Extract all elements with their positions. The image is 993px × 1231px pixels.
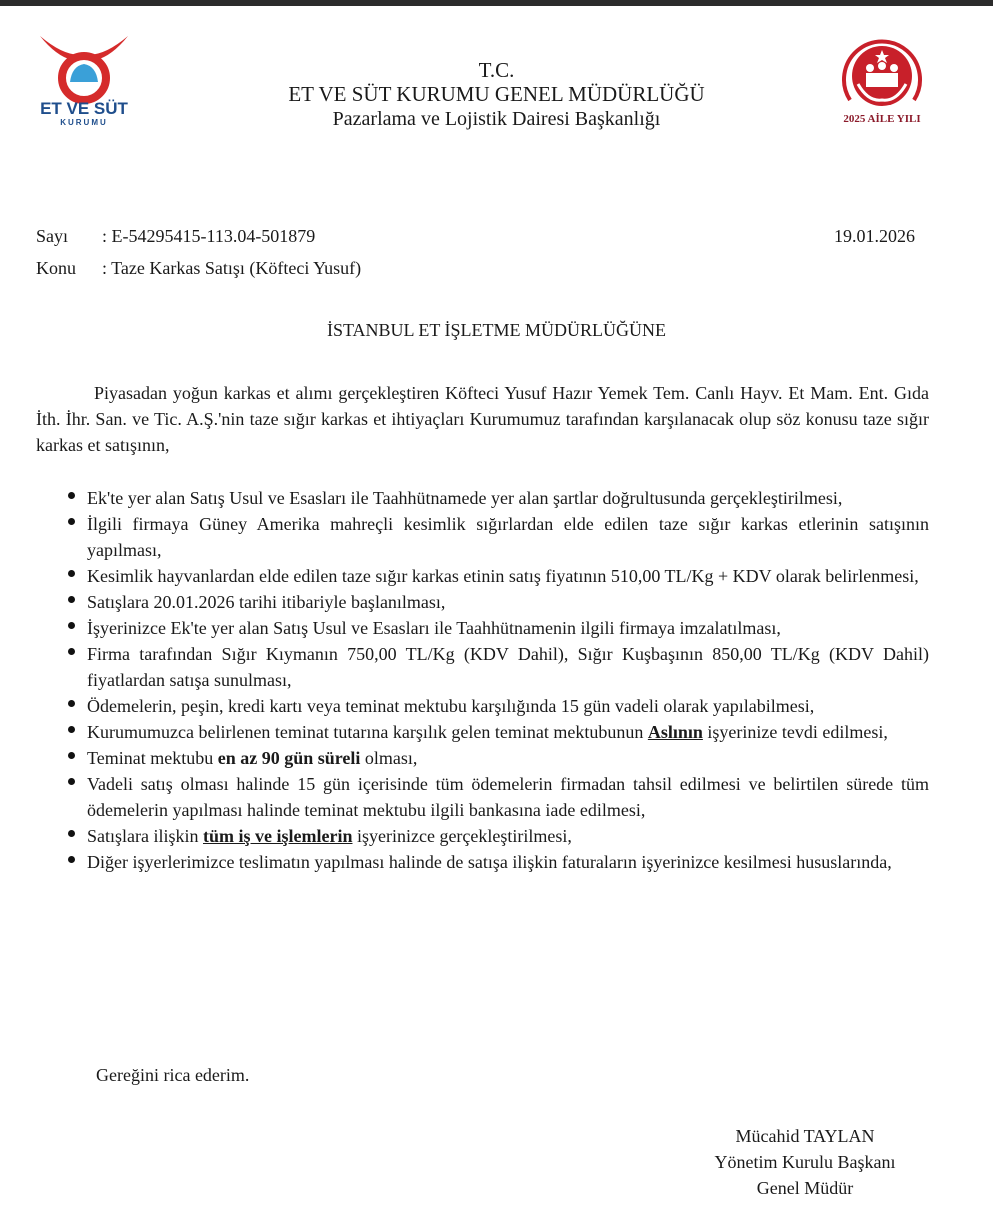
list-item xyxy=(66,719,929,745)
signatory-title-2: Genel Müdür xyxy=(756,1178,854,1198)
sayi-row xyxy=(36,226,315,247)
list-item xyxy=(66,641,929,693)
intro-paragraph: Piyasadan yoğun karkas et alımı gerçekleştiren Köfteci Yusuf Hazır Yemek Tem. Canlı Hayv. Et Mam. Ent. Gıda İth. İhr. San. ve Tic. A.Ş.'nin taze sığır karkas et ihtiyaçları Kurumumuz tarafından karşılanacak olup söz konusu taze sığır karkas et satışının, xyxy=(36,383,929,455)
list-item-text: Vadeli satış olması halinde 15 gün içerisinde tüm ödemelerin firmadan tahsil edilmesi ve belirtilen sürede tüm ödemelerin yapılması halinde teminat mektubu ilgili bankasına iade edilmesi, xyxy=(87,774,929,820)
aile-yili-logo-icon xyxy=(832,30,932,126)
list-item xyxy=(66,745,929,771)
conditions-list xyxy=(66,485,929,875)
logo-left-sub-text: KURUMU xyxy=(60,118,108,126)
list-item xyxy=(66,563,929,589)
list-item-text: Teminat mektubu xyxy=(87,748,218,768)
emphasis-text: Aslının xyxy=(647,722,703,742)
header-tc: T.C. xyxy=(478,58,515,82)
list-item-text: İlgili firmaya Güney Amerika mahreçli kesimlik sığırlardan elde edilen taze sığır karkas etlerinin satışının yapılması, xyxy=(87,514,929,560)
et-ve-sut-logo xyxy=(36,30,132,126)
list-item-text: Kesimlik hayvanlardan elde edilen taze sığır karkas etinin satış fiyatının 510,00 TL/Kg + KDV olarak belirlenmesi, xyxy=(87,566,919,586)
list-item-text: Kurumumuzca belirlenen teminat tutarına karşılık gelen teminat mektubunun xyxy=(87,722,648,742)
signature-block xyxy=(700,1123,910,1201)
signatory-name: Mücahid TAYLAN xyxy=(735,1126,875,1146)
signatory-title: Yönetim Kurulu Başkanı xyxy=(714,1152,896,1172)
list-item xyxy=(66,823,929,849)
list-item-text: Firma tarafından Sığır Kıymanın 750,00 TL/Kg (KDV Dahil), Sığır Kuşbaşının 850,00 TL/Kg (KDV Dahil) fiyatlardan satışa sunulması, xyxy=(87,644,929,690)
header-institution: ET VE SÜT KURUMU GENEL MÜDÜRLÜĞÜ xyxy=(288,82,705,106)
logo-right-text: 2025 AİLE YILI xyxy=(843,113,921,125)
list-item-text: Ödemelerin, peşin, kredi kartı veya teminat mektubu karşılığında 15 gün vadeli olarak yapılabilmesi, xyxy=(87,696,815,716)
list-item-text: olması, xyxy=(360,748,418,768)
list-item xyxy=(66,511,929,563)
list-item-text: işyerinize tevdi edilmesi, xyxy=(702,722,888,742)
et-ve-sut-logo-icon xyxy=(36,30,132,126)
sayi-label: Sayı xyxy=(36,226,69,246)
logo-left-main-text: ET VE SÜT xyxy=(40,99,128,118)
list-item-text: Diğer işyerlerimizce teslimatın yapılması halinde de satışa ilişkin faturaların işyerinizce kesilmesi hususlarında, xyxy=(87,852,892,872)
emphasis-text: en az 90 gün süreli xyxy=(217,748,361,768)
list-item-text: Satışlara 20.01.2026 tarihi itibariyle başlanılması, xyxy=(87,592,446,612)
aile-yili-logo xyxy=(832,30,932,126)
closing-text: Gereğini rica ederim. xyxy=(96,1065,250,1085)
list-item xyxy=(66,485,929,511)
konu-label: Konu xyxy=(36,258,76,278)
list-item xyxy=(66,589,929,615)
sayi-value: : E-54295415-113.04-501879 xyxy=(102,226,316,246)
list-item xyxy=(66,693,929,719)
list-item xyxy=(66,771,929,823)
list-item xyxy=(66,615,929,641)
konu-value: : Taze Karkas Satışı (Köfteci Yusuf) xyxy=(102,258,362,278)
list-item-text: İşyerinizce Ek'te yer alan Satış Usul ve Esasları ile Taahhütnamenin ilgili firmaya imzalatılması, xyxy=(87,618,781,638)
document-date: 19.01.2026 xyxy=(834,226,915,246)
emphasis-text: tüm iş ve işlemlerin xyxy=(203,826,353,846)
addressee: İSTANBUL ET İŞLETME MÜDÜRLÜĞÜNE xyxy=(326,320,667,340)
konu-row xyxy=(36,258,361,279)
header-department: Pazarlama ve Lojistik Dairesi Başkanlığı xyxy=(332,108,661,130)
list-item-text: işyerinizce gerçekleştirilmesi, xyxy=(352,826,572,846)
list-item-text: Ek'te yer alan Satış Usul ve Esasları ile Taahhütnamede yer alan şartlar doğrultusunda gerçekleştirilmesi, xyxy=(87,488,843,508)
list-item xyxy=(66,849,929,875)
list-item-text: Satışlara ilişkin xyxy=(87,826,203,846)
top-bar xyxy=(0,0,993,6)
